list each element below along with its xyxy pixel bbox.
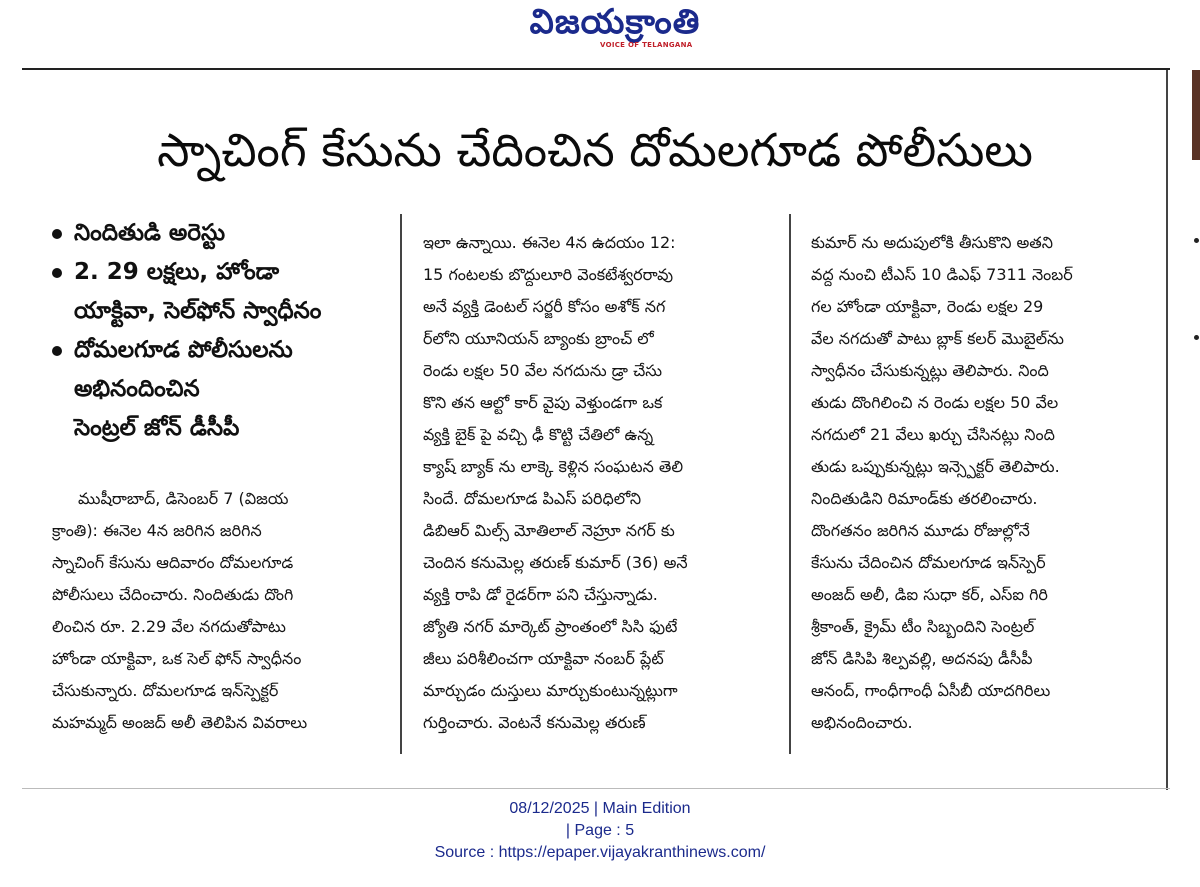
column-divider: [400, 214, 402, 754]
footer-page-number: | Page : 5: [565, 822, 635, 839]
article-line: 15 గంటలకు బొద్దులూరి వెంకటేశ్వరరావు: [423, 265, 674, 284]
article-line: వద్ద నుంచి టీఎస్ 10 డిఎఫ్ 7311 నెంబర్: [811, 265, 1073, 284]
article-line: చెందిన కనుమెల్ల తరుణ్ కుమార్ (36) అనే: [423, 553, 688, 572]
article-line: ముషీరాబాద్, డిసెంబర్ 7 (విజయ: [78, 489, 289, 508]
article-line: వ్యక్తి రాపి డో రైడర్‌గా పని చేస్తున్నాడు.: [423, 585, 658, 604]
article-line: తుడు దొంగిలించి న రెండు లక్షల 50 వేల: [811, 393, 1059, 412]
highlight-line: సెంట్రల్ జోన్ డీసీపీ: [74, 415, 240, 441]
article-line: జోన్ డిసిపి శిల్పవల్లి, అదనపు డీసీపీ: [811, 649, 1033, 668]
article-line: వ్యక్తి బైక్ పై వచ్చి ఢీ కొట్టి చేతిలో ఉన్న: [423, 425, 654, 444]
article-line: వేల నగదుతో పాటు బ్లాక్ కలర్ మొబైల్‌ను: [811, 329, 1064, 348]
adjacent-bullet-icon: [1194, 335, 1199, 340]
article-line: క్రాంతి): ఈనెల 4న జరిగిన జరిగిన: [52, 521, 262, 540]
article-line: సిందే. దోమలగూడ పిఎస్ పరిధిలోని: [423, 489, 642, 508]
article-line: ఇలా ఉన్నాయి. ఈనెల 4న ఉదయం 12:: [423, 233, 676, 252]
article-line: కుమార్ ను అదుపులోకి తీసుకొని అతని: [811, 233, 1053, 252]
article-line: జ్యోతి నగర్ మార్కెట్ ప్రాంతంలో సిసి ఫుటే: [423, 617, 678, 636]
article-line: మహమ్మద్ అంజద్ అలీ తెలిపిన వివరాలు: [52, 713, 308, 732]
article-line: పోలీసులు చేదించారు. నిందితుడు దొంగి: [52, 585, 294, 604]
article-line: శ్రీకాంత్, క్రైమ్ టీం సిబ్బందిని సెంట్రల్: [811, 617, 1035, 636]
article-headline: స్నాచింగ్ కేసును చేదించిన దోమలగూడ పోలీసులు: [157, 123, 1033, 177]
article-line: నిందితుడిని రిమాండ్‌కు తరలించారు.: [811, 489, 1038, 508]
highlight-item: [52, 253, 392, 331]
article-line: క్యాష్ బ్యాక్ ను లాక్కె కెళ్లిన సంఘటన తెలి: [423, 457, 684, 476]
article-line: మార్చుడం దుస్తులు మార్చుకుంటున్నట్లుగా: [423, 681, 678, 700]
article-line: లించిన రూ. 2.29 వేల నగదుతోపాటు: [52, 617, 286, 636]
article-highlights: [52, 214, 392, 448]
highlight-line: 2. 29 లక్షలు, హోండా: [74, 259, 280, 285]
article-line: దొంగతనం జరిగిన మూడు రోజుల్లోనే: [811, 521, 1030, 540]
article-line: ర్‌లోని యూనియన్ బ్యాంకు బ్రాంచ్ లో: [423, 329, 654, 348]
adjacent-article-photo-edge: [1192, 70, 1200, 160]
article-line: అనే వ్యక్తి డెంటల్ సర్జరీ కోసం అశోక్ నగ: [423, 297, 666, 316]
article-line: రెండు లక్షల 50 వేల నగదును డ్రా చేసు: [423, 361, 663, 380]
article-line: అభినందించారు.: [811, 713, 913, 732]
article-line: జీలు పరిశీలించగా యాక్టివా నంబర్ ప్లేట్: [423, 649, 664, 668]
masthead-tagline: VOICE OF TELANGANA: [600, 41, 693, 49]
article-line: గుర్తించారు. వెంటనే కనుమెల్ల తరుణ్: [423, 713, 646, 732]
bullet-icon: [52, 229, 62, 239]
adjacent-bullet-icon: [1194, 238, 1199, 243]
highlight-line: యాక్టివా, సెల్‌ఫోన్ స్వాధీనం: [74, 298, 322, 324]
highlight-line: అభినందించిన: [74, 376, 200, 402]
article-line: కొని తన ఆల్టో కార్ వైపు వెళ్తుండగా ఒక: [423, 393, 663, 412]
epaper-footer: [0, 798, 1200, 864]
article-line: స్వాధీనం చేసుకున్నట్లు తెలిపారు. నింది: [811, 361, 1049, 380]
bullet-icon: [52, 346, 62, 356]
article-line: చేసుకున్నారు. దోమలగూడ ఇన్‌స్పెక్టర్: [52, 681, 279, 700]
column-divider: [789, 214, 791, 754]
masthead-divider: [22, 68, 1170, 70]
article-line: డిబిఆర్ మిల్స్ మోతిలాల్ నెహ్రూ నగర్ కు: [423, 521, 675, 540]
article-line: అంజద్ అలీ, డిఐ సుధా కర్, ఎస్ఐ గిరి: [811, 585, 1048, 604]
footer-source-link[interactable]: Source : https://epaper.vijayakranthinews.com/: [434, 844, 766, 861]
article-line: స్నాచింగ్ కేసును ఆదివారం దోమలగూడ: [52, 553, 294, 572]
article-line: నగదులో 21 వేలు ఖర్చు చేసినట్లు నింది: [811, 425, 1055, 444]
page-bottom-divider: [22, 788, 1170, 789]
bullet-icon: [52, 268, 62, 278]
article-line: గల హోండా యాక్టివా, రెండు లక్షల 29: [811, 297, 1044, 316]
footer-date-edition: 08/12/2025 | Main Edition: [509, 800, 691, 817]
highlight-item: [52, 331, 392, 448]
article-line: తుడు ఒప్పుకున్నట్లు ఇన్స్పెక్టర్ తెలిపారు.: [811, 457, 1060, 476]
page-edge-divider: [1166, 70, 1168, 790]
article-line: ఆనంద్, గాంధీగాంధీ ఏసీబీ యాదగిరిలు: [811, 681, 1051, 700]
article-line: కేసును చేదించిన దోమలగూడ ఇన్‌స్పెర్: [811, 553, 1046, 572]
highlight-item: [52, 214, 392, 253]
masthead-logo: విజయక్రాంతి: [529, 2, 701, 42]
newspaper-masthead: [480, 0, 750, 56]
highlight-line: దోమలగూడ పోలీసులను: [74, 337, 293, 363]
highlight-line: నిందితుడి అరెస్టు: [74, 220, 226, 246]
article-line: హోండా యాక్టివా, ఒక సెల్ ఫోన్ స్వాధీనం: [52, 649, 302, 668]
